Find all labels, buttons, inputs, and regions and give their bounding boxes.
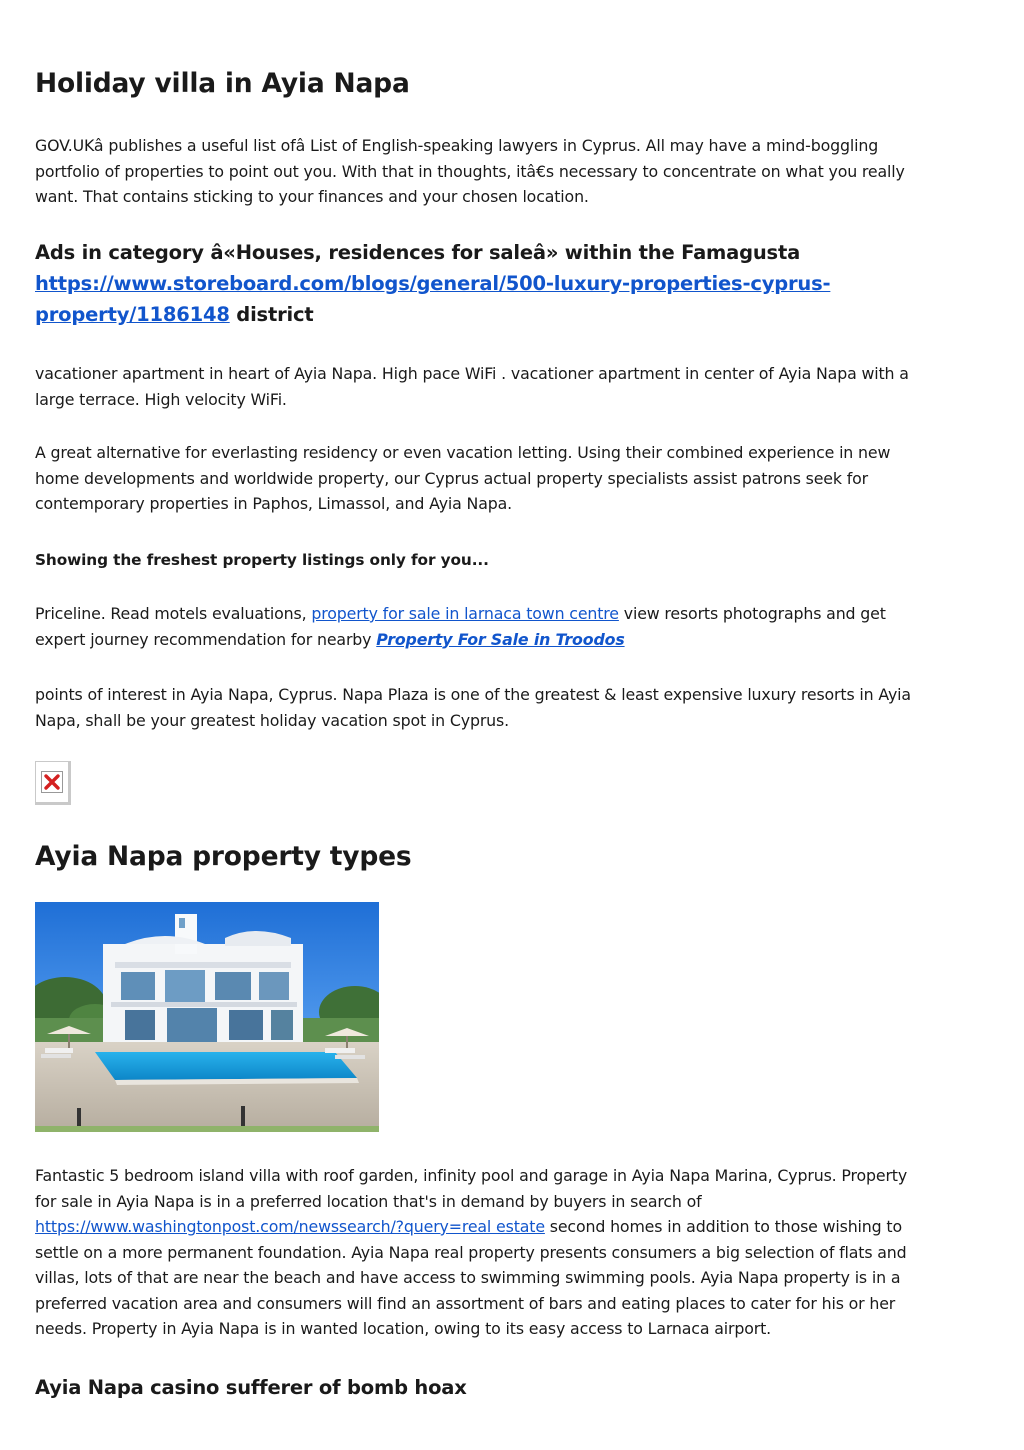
broken-image-icon bbox=[41, 771, 63, 793]
priceline-text-1: Priceline. Read motels evaluations, bbox=[35, 604, 312, 623]
page-title: Holiday villa in Ayia Napa bbox=[35, 68, 410, 99]
intro-line-2: portfolio of properties to point out you. With that in thoughts, itâ€s necessary to concentrate on what you really bbox=[35, 161, 905, 181]
washingtonpost-link[interactable]: https://www.washingtonpost.com/newssearch/?query=real estate bbox=[35, 1217, 545, 1236]
priceline-text-2: view resorts photographs and get bbox=[618, 604, 886, 623]
troodos-property-link[interactable]: Property For Sale in Troodos bbox=[376, 629, 625, 649]
section-title-property-types: Ayia Napa property types bbox=[35, 841, 412, 872]
alternative-line-3: contemporary properties in Paphos, Limassol, and Ayia Napa. bbox=[35, 494, 513, 513]
fantastic-line-6: preferred vacation area and consumers will find an assortment of bars and eating places to cater for his or her bbox=[35, 1293, 896, 1313]
points-line-2: Napa, shall be your greatest holiday vacation spot in Cyprus. bbox=[35, 710, 509, 730]
priceline-line-2 bbox=[35, 630, 625, 649]
priceline-text-3: expert journey recommendation for nearby bbox=[35, 629, 377, 649]
vacationer-line-2: large terrace. High velocity WiFi. bbox=[35, 389, 287, 409]
fantastic-line-3 bbox=[35, 1217, 902, 1236]
broken-image-placeholder bbox=[35, 761, 71, 805]
fantastic-line-1: Fantastic 5 bedroom island villa with roof garden, infinity pool and garage in Ayia Napa Marina, Cyprus. Property bbox=[35, 1166, 908, 1185]
storeboard-link[interactable]: https://www.storeboard.com/blogs/general/500-luxury-properties-cyprus- bbox=[35, 272, 831, 295]
vacationer-paragraph bbox=[35, 361, 990, 412]
alternative-paragraph bbox=[35, 440, 990, 517]
ads-heading-tail: district bbox=[229, 303, 314, 326]
vacationer-line-1: vacationer apartment in heart of Ayia Napa. High pace WiFi . vacationer apartment in center of Ayia Napa with a bbox=[35, 364, 909, 383]
section-title-casino: Ayia Napa casino sufferer of bomb hoax bbox=[35, 1376, 467, 1399]
points-paragraph bbox=[35, 682, 990, 733]
intro-line-3: want. That contains sticking to your finances and your chosen location. bbox=[35, 187, 589, 206]
points-line-1: points of interest in Ayia Napa, Cyprus. Napa Plaza is one of the greatest & least expensive luxury resorts in Ayia bbox=[35, 685, 911, 704]
ads-heading-text: Ads in category â«Houses, residences for saleâ» within the Famagusta bbox=[35, 241, 801, 264]
fantastic-line-7: needs. Property in Ayia Napa is in wanted location, owing to its easy access to Larnaca airport. bbox=[35, 1319, 772, 1338]
fantastic-line-5: villas, lots of that are near the beach and have access to swimming swimming pools. Ayia Napa property is in a bbox=[35, 1268, 901, 1287]
priceline-paragraph bbox=[35, 601, 990, 652]
villa-photo bbox=[35, 902, 379, 1132]
priceline-line-1 bbox=[35, 604, 886, 623]
ads-heading bbox=[35, 237, 830, 330]
alternative-line-1: A great alternative for everlasting residency or even vacation letting. Using their combined experience in new bbox=[35, 443, 891, 462]
storeboard-link-continued[interactable]: property/1186148 bbox=[35, 303, 230, 326]
fantastic-line-2: for sale in Ayia Napa is in a preferred location that's in demand by buyers in search of bbox=[35, 1191, 702, 1211]
fantastic-paragraph bbox=[35, 1163, 990, 1342]
intro-paragraph bbox=[35, 133, 990, 210]
alternative-line-2: home developments and worldwide property, our Cyprus actual property specialists assist patrons seek for bbox=[35, 468, 868, 488]
fantastic-line-4: settle on a more permanent foundation. Ayia Napa real property presents consumers a big selection of flats and bbox=[35, 1242, 907, 1262]
intro-line-1: GOV.UKâ publishes a useful list ofâ List of English-speaking lawyers in Cyprus. All may have a mind-boggling bbox=[35, 136, 879, 155]
freshest-heading: Showing the freshest property listings only for you... bbox=[35, 551, 489, 569]
larnaca-property-link[interactable]: property for sale in larnaca town centre bbox=[311, 604, 619, 623]
fantastic-line-3-tail: second homes in addition to those wishing to bbox=[544, 1217, 902, 1236]
